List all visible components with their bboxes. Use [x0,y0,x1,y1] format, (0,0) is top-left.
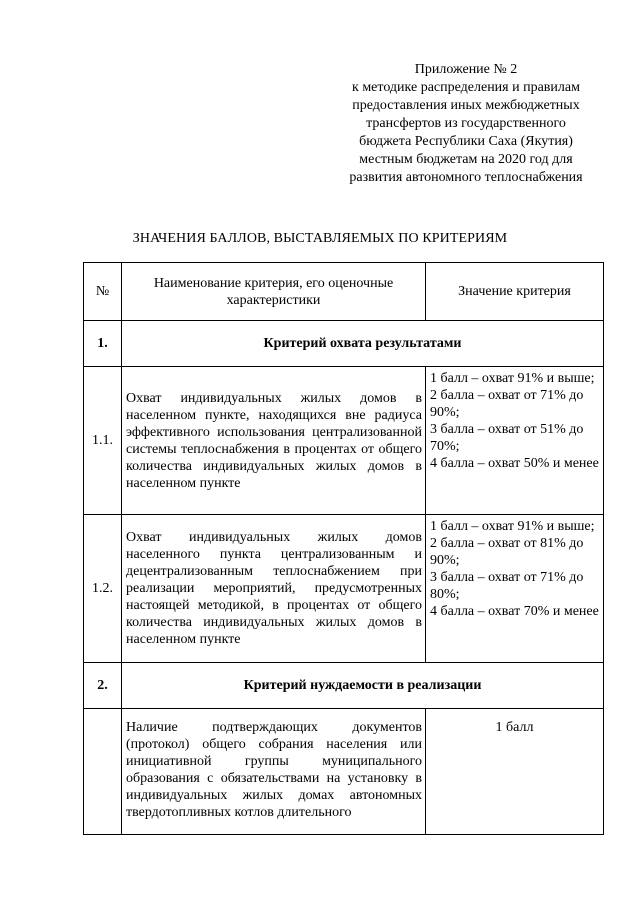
criterion-value-item: 4 балла – охват 50% и менее [430,456,599,471]
criterion-value-item: 1 балл – охват 91% и выше; [430,519,595,534]
appendix-line: трансфертов из государственного [366,116,566,131]
section-row [84,321,604,367]
criterion-value-item: 2 балла – охват от 71% до 90%; [430,388,584,420]
criterion-values [426,709,604,835]
section-number: 1. [84,321,122,367]
section-title: Критерий нуждаемости в реализации [122,663,604,709]
appendix-line: предоставления иных межбюджетных [352,98,580,113]
criterion-value-item: 1 балл – охват 91% и выше; [430,371,595,386]
table-header-row [84,263,604,321]
appendix-header [330,61,602,187]
criterion-value-item: 3 балла – охват от 71% до 80%; [430,570,584,602]
criterion-description: Охват индивидуальных жилых домов населенного пункта централизованным и децентрализованным теплоснабжением при реализации мероприятий, предусмотренных настоящей методикой, в процентах от общего количества индивидуальных жилых домов в населенном пункте [122,515,426,663]
appendix-line: Приложение № 2 [414,62,518,77]
header-num: № [84,263,122,321]
section-title: Критерий охвата результатами [122,321,604,367]
criterion-description: Охват индивидуальных жилых домов в населенном пункте, находящихся вне радиуса эффективного использования централизованной системы теплоснабжения в процентах от общего количества индивидуальных жилых домов в населенном пункте [122,367,426,515]
criterion-number [84,709,122,835]
appendix-line: развития автономного теплоснабжения [349,170,583,185]
criterion-value-item: 2 балла – охват от 81% до 90%; [430,536,584,568]
criterion-number: 1.2. [84,515,122,663]
criterion-row [84,709,604,835]
appendix-line: местным бюджетам на 2020 год для [359,152,573,167]
criterion-value-item: 3 балла – охват от 51% до 70%; [430,422,584,454]
criteria-table [83,262,604,835]
section-row [84,663,604,709]
header-name: Наименование критерия, его оценочные характеристики [122,263,426,321]
section-number: 2. [84,663,122,709]
criterion-values [426,515,604,663]
appendix-line: к методике распределения и правилам [352,80,580,95]
criterion-row [84,515,604,663]
criterion-number: 1.1. [84,367,122,515]
header-value: Значение критерия [426,263,604,321]
criterion-description: Наличие подтверждающих документов (протокол) общего собрания населения или инициативной группы муниципального образования с обязательствами на установку в индивидуальных жилых домах автономных твердотопливных котлов длительного [122,709,426,835]
criterion-row [84,367,604,515]
document-title: ЗНАЧЕНИЯ БАЛЛОВ, ВЫСТАВЛЯЕМЫХ ПО КРИТЕРИЯМ [132,231,508,246]
appendix-line: бюджета Республики Саха (Якутия) [359,134,573,149]
criterion-value-item: 4 балла – охват 70% и менее [430,604,599,619]
criterion-values [426,367,604,515]
criterion-value-item: 1 балл [495,720,534,735]
